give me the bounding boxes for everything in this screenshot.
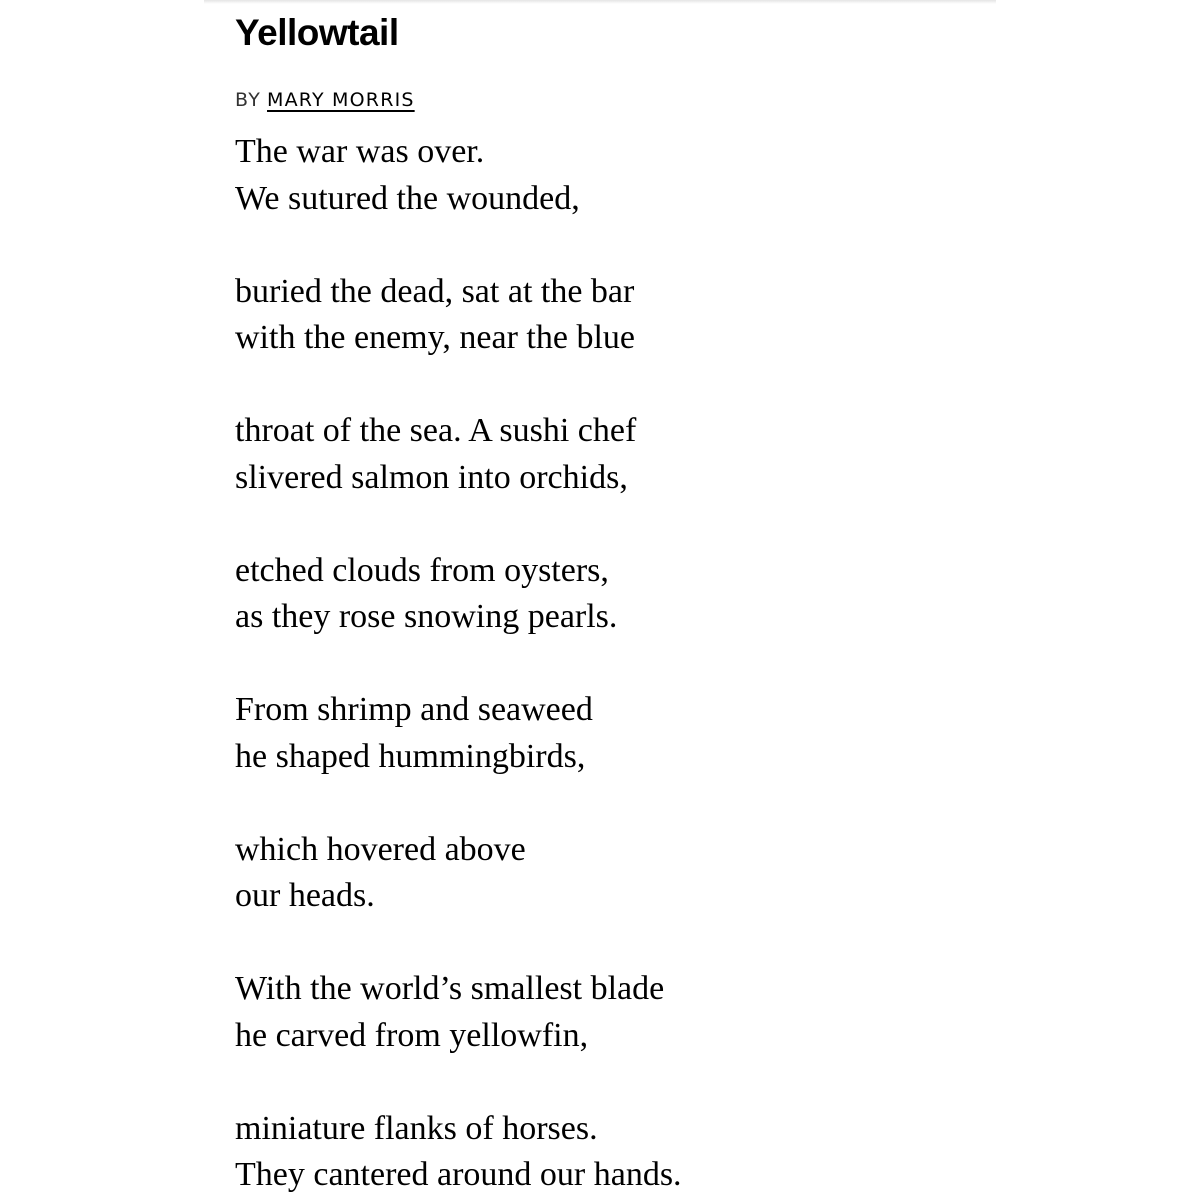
stanza-5: [235, 687, 682, 780]
stanza-1: [235, 129, 682, 222]
byline: [235, 86, 415, 114]
poem-line: buried the dead, sat at the bar: [235, 272, 635, 310]
stanza-2: [235, 269, 682, 362]
poem-title: Yellowtail: [235, 12, 399, 53]
poem-line: throat of the sea. A sushi chef: [235, 412, 637, 449]
poem-line: We sutured the wounded,: [235, 179, 580, 217]
poem-line: he carved from yellowfin,: [235, 1016, 589, 1054]
poem-line: They cantered around our hands.: [235, 1156, 682, 1193]
poem-line: From shrimp and seaweed: [235, 691, 593, 728]
poem-line: as they rose snowing pearls.: [235, 598, 618, 635]
stanza-7: [235, 966, 682, 1059]
poem-line: miniature flanks of horses.: [235, 1109, 598, 1147]
header-shadow: [204, 0, 996, 4]
poem-line: our heads.: [235, 877, 375, 914]
stanza-6: [235, 827, 682, 920]
poem-line: With the world’s smallest blade: [235, 970, 665, 1007]
byline-prefix: BY: [235, 89, 262, 111]
author-link[interactable]: MARY MORRIS: [267, 89, 415, 111]
stanza-4: [235, 548, 682, 641]
poem-body: [235, 129, 682, 1200]
stanza-3: [235, 408, 682, 501]
poem-line: which hovered above: [235, 830, 526, 868]
poem-line: he shaped hummingbirds,: [235, 737, 586, 775]
poem-line: slivered salmon into orchids,: [235, 458, 628, 496]
stanza-8: [235, 1106, 682, 1199]
poem-line: The war was over.: [235, 133, 485, 170]
poem-line: etched clouds from oysters,: [235, 551, 609, 589]
poem-line: with the enemy, near the blue: [235, 319, 635, 356]
